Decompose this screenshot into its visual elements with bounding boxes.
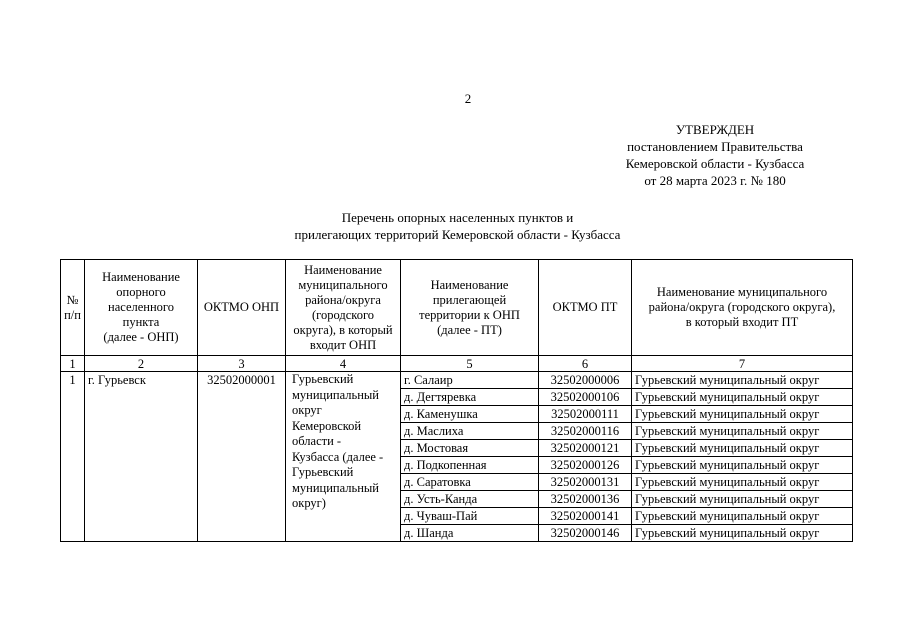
- oktmo-pt: 32502000116: [539, 423, 632, 440]
- oktmo-pt: 32502000131: [539, 474, 632, 491]
- header-text-line: района/округа (городского округа),: [648, 300, 836, 314]
- column-number: 6: [539, 356, 632, 372]
- column-number: 4: [286, 356, 401, 372]
- onp-name: г. Гурьевск: [85, 372, 198, 542]
- pt-district: Гурьевский муниципальный округ: [632, 423, 853, 440]
- header-text-line: опорного: [116, 285, 166, 299]
- header-text-line: п/п: [64, 307, 81, 322]
- column-number-row: [61, 356, 853, 372]
- header-text-line: (городского: [311, 307, 375, 322]
- district-text-line: области -: [292, 434, 342, 448]
- header-text-line: ОКТМО ОНП: [203, 300, 280, 314]
- onp-district: [286, 372, 401, 542]
- oktmo-pt: 32502000121: [539, 440, 632, 457]
- header-text-line: пункта: [122, 315, 160, 329]
- oktmo-pt: 32502000111: [539, 406, 632, 423]
- district-text-line: округ: [292, 403, 322, 417]
- header-onp-district: [286, 260, 401, 356]
- header-text-line: округа), в который: [293, 322, 393, 337]
- column-number: 2: [85, 356, 198, 372]
- oktmo-pt: 32502000141: [539, 508, 632, 525]
- pt-name: д. Каменушка: [401, 406, 539, 423]
- district-text-line: Кемеровской: [292, 418, 362, 433]
- oktmo-pt: 32502000006: [539, 372, 632, 389]
- header-oktmo-pt: [539, 260, 632, 356]
- pt-district: Гурьевский муниципальный округ: [632, 457, 853, 474]
- oktmo-pt: 32502000126: [539, 457, 632, 474]
- header-row: [61, 260, 853, 356]
- district-text-line: муниципальный: [292, 387, 379, 402]
- column-number: 1: [61, 356, 85, 372]
- pt-district: Гурьевский муниципальный округ: [632, 406, 853, 423]
- pt-name: д. Саратовка: [401, 474, 539, 491]
- table-row: [61, 372, 853, 389]
- pt-district: Гурьевский муниципальный округ: [632, 440, 853, 457]
- header-text-line: входит ОНП: [309, 337, 377, 352]
- header-pt-name: [401, 260, 539, 356]
- pt-district: Гурьевский муниципальный округ: [632, 491, 853, 508]
- column-number: 5: [401, 356, 539, 372]
- header-text-line: прилегающей: [432, 292, 507, 307]
- pt-district: Гурьевский муниципальный округ: [632, 525, 853, 542]
- header-text-line: (далее - ПТ): [437, 322, 502, 337]
- page-number: 2: [464, 91, 472, 106]
- district-text-line: Кузбасса (далее -: [292, 449, 384, 464]
- header-onp-name: [85, 260, 198, 356]
- settlements-table: [60, 259, 853, 542]
- header-text-line: Наименование: [304, 262, 382, 277]
- header-text-line: ОКТМО ПТ: [552, 300, 618, 314]
- header-num: [61, 260, 85, 356]
- header-text-line: в который входит ПТ: [685, 315, 799, 329]
- pt-name: д. Подкопенная: [401, 457, 539, 474]
- pt-district: Гурьевский муниципальный округ: [632, 389, 853, 406]
- pt-name: д. Усть-Канда: [401, 491, 539, 508]
- column-number: 3: [198, 356, 286, 372]
- oktmo-pt: 32502000106: [539, 389, 632, 406]
- oktmo-pt: 32502000146: [539, 525, 632, 542]
- header-text-line: района/округа: [305, 292, 381, 307]
- row-number: 1: [61, 372, 85, 542]
- header-text-line: территории к ОНП: [419, 307, 520, 322]
- pt-district: Гурьевский муниципальный округ: [632, 474, 853, 491]
- document-title: [0, 209, 905, 243]
- pt-name: д. Маслиха: [401, 423, 539, 440]
- approval-stamp: [600, 121, 830, 189]
- district-text-line: муниципальный: [292, 480, 379, 495]
- approval-date: от 28 марта 2023 г. № 180: [644, 173, 786, 188]
- header-text-line: муниципального: [298, 277, 388, 292]
- oktmo-onp: 32502000001: [198, 372, 286, 542]
- district-text-line: Гурьевский: [292, 372, 354, 386]
- header-text-line: населенного: [108, 300, 174, 314]
- header-text-line: №: [66, 292, 79, 307]
- pt-name: г. Салаир: [401, 372, 539, 389]
- header-text-line: Наименование муниципального: [656, 285, 828, 299]
- district-text-line: Гурьевский: [292, 465, 354, 479]
- header-text-line: Наименование: [102, 270, 180, 284]
- pt-name: д. Дегтяревка: [401, 389, 539, 406]
- column-number: 7: [632, 356, 853, 372]
- approval-line: постановлением Правительства: [627, 139, 803, 154]
- pt-name: д. Шанда: [401, 525, 539, 542]
- header-pt-district: [632, 260, 853, 356]
- approval-line: Кемеровской области - Кузбасса: [625, 156, 805, 171]
- approval-status: УТВЕРЖДЕН: [675, 122, 755, 137]
- title-line: прилегающих территорий Кемеровской области - Кузбасса: [294, 227, 621, 242]
- pt-district: Гурьевский муниципальный округ: [632, 508, 853, 525]
- title-line: Перечень опорных населенных пунктов и: [341, 210, 574, 225]
- header-text-line: Наименование: [430, 277, 509, 292]
- pt-district: Гурьевский муниципальный округ: [632, 372, 853, 389]
- pt-name: д. Мостовая: [401, 440, 539, 457]
- header-text-line: (далее - ОНП): [103, 330, 179, 344]
- header-oktmo-onp: [198, 260, 286, 356]
- pt-name: д. Чуваш-Пай: [401, 508, 539, 525]
- district-text-line: округ): [292, 496, 326, 510]
- oktmo-pt: 32502000136: [539, 491, 632, 508]
